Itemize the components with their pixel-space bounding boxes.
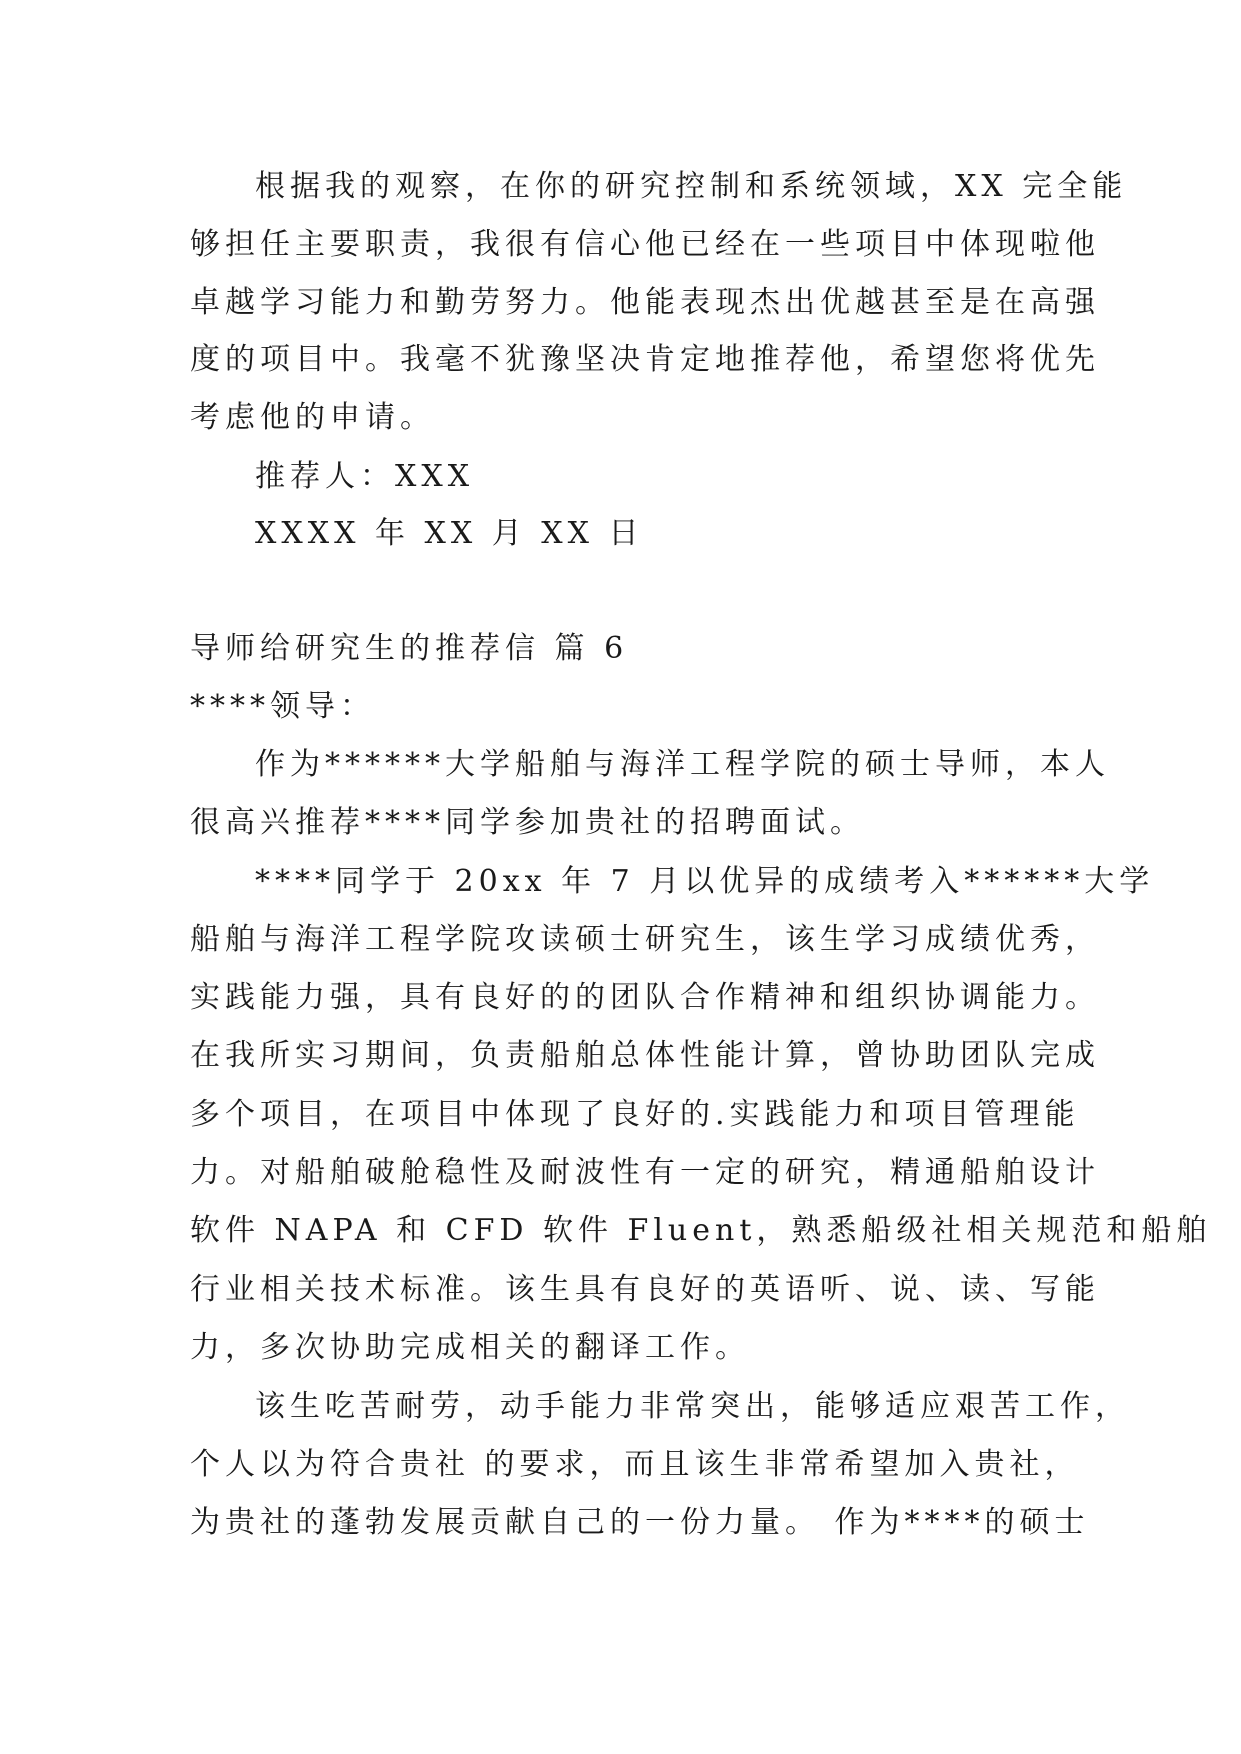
paragraph-line: 船舶与海洋工程学院攻读硕士研究生，该生学习成绩优秀， — [190, 922, 1100, 957]
paragraph-line: 力。对船舶破舱稳性及耐波性有一定的研究，精通船舶设计 — [190, 1155, 1100, 1190]
paragraph-line: 软件 NAPA 和 CFD 软件 Fluent，熟悉船级社相关规范和船舶 — [190, 1213, 1212, 1248]
paragraph-line: 在我所实习期间，负责船舶总体性能计算，曾协助团队完成 — [190, 1038, 1100, 1073]
paragraph-line: ****同学于 20xx 年 7 月以优异的成绩考入******大学 — [255, 864, 1155, 899]
paragraph-line: 多个项目，在项目中体现了良好的.实践能力和项目管理能 — [190, 1097, 1080, 1132]
paragraph-line: 该生吃苦耐劳，动手能力非常突出，能够适应艰苦工作， — [255, 1389, 1130, 1424]
salutation: ****领导： — [190, 689, 375, 724]
paragraph-line: 个人以为符合贵社 的要求，而且该生非常希望加入贵社， — [190, 1447, 1080, 1482]
paragraph-line: 力，多次协助完成相关的翻译工作。 — [190, 1330, 750, 1365]
paragraph-line: 行业相关技术标准。该生具有良好的英语听、说、读、写能 — [190, 1272, 1100, 1307]
date-line: XXXX 年 XX 月 XX 日 — [255, 516, 644, 551]
paragraph-line: 作为******大学船舶与海洋工程学院的硕士导师，本人 — [255, 747, 1110, 782]
paragraph-line: 度的项目中。我毫不犹豫坚决肯定地推荐他，希望您将优先 — [190, 342, 1100, 377]
paragraph-line: 为贵社的蓬勃发展贡献自己的一份力量。 作为****的硕士 — [190, 1505, 1090, 1540]
paragraph-line: 很高兴推荐****同学参加贵社的招聘面试。 — [190, 805, 865, 840]
recommender-line: 推荐人：XXX — [255, 459, 475, 494]
section-title: 导师给研究生的推荐信 篇 6 — [190, 631, 629, 666]
paragraph-line: 够担任主要职责，我很有信心他已经在一些项目中体现啦他 — [190, 227, 1100, 262]
paragraph-line: 实践能力强，具有良好的的团队合作精神和组织协调能力。 — [190, 980, 1100, 1015]
paragraph-line: 卓越学习能力和勤劳努力。他能表现杰出优越甚至是在高强 — [190, 285, 1100, 320]
paragraph-line: 考虑他的申请。 — [190, 400, 435, 435]
paragraph-line: 根据我的观察，在你的研究控制和系统领域，XX 完全能 — [255, 169, 1128, 204]
